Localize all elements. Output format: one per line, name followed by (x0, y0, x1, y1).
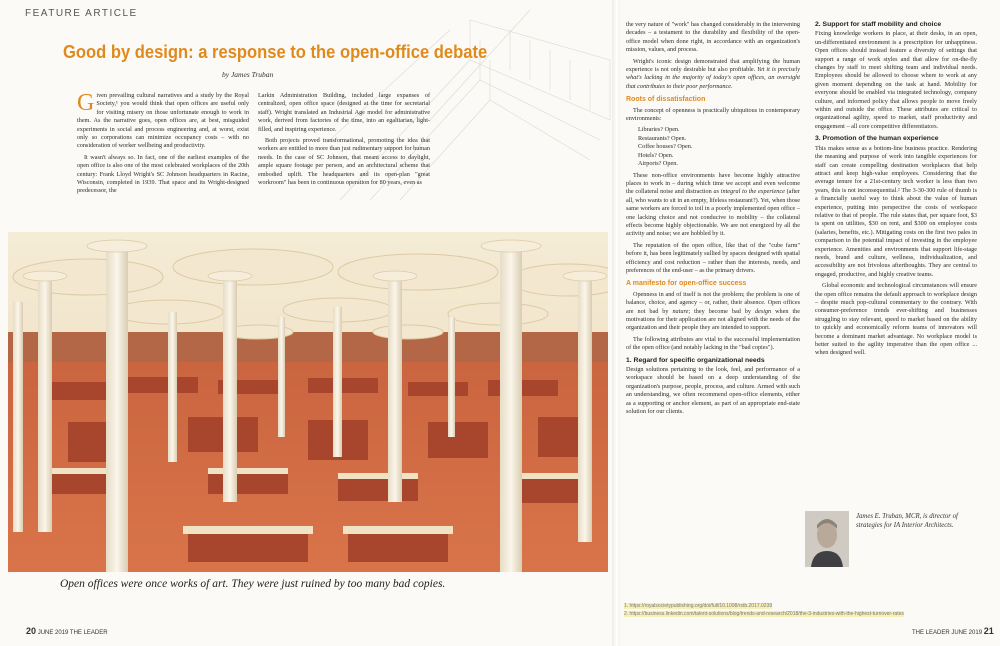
body-paragraph: Larkin Administration Building, included large expanses of centralized, open office space (designed at the time for secretarial staff). Wright translated an Industrial Age model for administrative work, derived from factories of the time, into an egalitarian, light-filled, and inspiring experience. (258, 92, 430, 133)
body-paragraph: Wright's iconic design demonstrated that amplifying the human experience is not only desirable but also profitable. Yet it is precisely what's lacking in the majority of today's open offices, an oversight that contributes to their poor performance. (626, 57, 800, 90)
body-paragraph: Design solutions pertaining to the look, feel, and performance of a workspace should be based on a deep understanding of the organization's purpose, people, process, and culture. Armed with such an understanding, we often recommend open-office elements, either as a supporting or anchor element, as part of an appropriate end-state solution for our clients. (626, 366, 800, 416)
body-paragraph: This makes sense as a bottom-line business practice. Rendering the meaning and purpose of work into tangible experiences for staff can create compelling destination workplaces that help attract and keep high-value employees. Considering that the average tenure for a 21st-century tech worker is less than two years, this is not inconsequential.² The 3-30-300 rule of thumb is a financially useful way to think about the value of human experience, putting into perspective the costs of workspace relative to that of people. The rule states that, per square foot, $3 is spent on utilities, $30 on rent, and $300 on employee costs (salaries, benefits, etc.). Mitigating costs on the first two pales in comparison to the potential impact of investing in the employee experience. Amenities and environments that support life-stage needs, brand and culture, wellness, individualization, and accessibility are not frivolous afterthoughts. They are central to engaged, productive, and highly creative teams. (815, 144, 977, 278)
body-paragraph: Both projects proved transformational, promoting the idea that workers are entitled to more than just rudimentary support for human needs. In the case of SC Johnson, that meant access to daylight, ample square footage per person, and an architectural scheme that embodied uplift. The headquarters and its open-plan "great workroom" has been in continuous operation for 80 years, even as (258, 137, 430, 187)
author-photo (805, 511, 849, 567)
page-number: 20 (26, 626, 37, 636)
body-paragraph: The reputation of the open office, like that of the "cube farm" before it, has been legitimately sullied by spaces designed with spatial efficiency and cost reduction – rather than the interests, needs, and preferences of the end-user – as the primary drivers. (626, 241, 800, 274)
openness-list (626, 126, 800, 168)
list-item: Restaurants? Open. (638, 134, 687, 142)
list-item: Coffee houses? Open. (638, 143, 693, 151)
subheading-roots: Roots of dissatisfaction (626, 96, 706, 104)
footnotes (624, 603, 904, 618)
photo-caption: Open offices were once works of art. They were just ruined by too many bad copies. (60, 578, 446, 590)
folio-left: 20 JUNE 2019 THE LEADER (26, 626, 108, 636)
body-paragraph: The following attributes are vital to the successful implementation of the open office (and notably lacking in the "bad copies"). (626, 335, 800, 352)
folio-right: THE LEADER JUNE 2019 21 (912, 626, 994, 636)
body-paragraph: These non-office environments have become highly attractive places to work in – during which time we accept and even welcome the collateral noise and distraction as integral to the experience (after all, who wants to sit in an empty, lifeless restaurant?). Yet, when those same workers are forced to toil in a poorly implemented open office – one lacking choice and not conducive to mobility – the collateral effects become highly objectionable. We are not energized by all the activity and noise; we are hobbled by it. (626, 171, 800, 238)
numbered-heading-2: 2. Support for staff mobility and choice (815, 21, 942, 28)
body-paragraph: Global economic and technological circumstances will ensure the open office remains the default approach to workplace design – despite much pop-cultural commentary to the contrary. With consumer-preference trends ever-shifting and businesses struggling to stay relevant, speed to market based on the ability to quickly and economically reform teams of innovators will become a dominant market advantage. No workplace model is better suited to the agility imperative than the open office ... when designed well. (815, 282, 977, 357)
page-number: 21 (983, 626, 994, 636)
article-headline: Good by design: a response to the open-office debate (63, 42, 488, 62)
numbered-heading-1: 1. Regard for specific organizational needs (626, 356, 765, 364)
author-bio: James E. Truban, MCR, is director of strategies for IA Interior Architects. (856, 513, 958, 529)
list-item: Airports? Open. (638, 160, 678, 168)
open-office-photo (8, 232, 608, 572)
intro-paragraph: Given prevailing cultural narratives and a study by the Royal Society,¹ you would think that open offices are useful only for visiting misery on those unfortunate enough to work in them. As the narrative goes, open offices are, at best, misguided experiments in social and process engineering and, at worst, exist only so corporations can minimize occupancy costs – with no consideration of worker wellbeing and productivity. (77, 90, 249, 150)
body-paragraph: Openness in and of itself is not the problem; the problem is one of balance, choice, and agency – or, rather, their absence. Open offices are not bad by nature; they become bad by design when the motivations for their application are not aligned with the needs of the organization and their people they are intended to support. (626, 290, 800, 332)
list-item: Libraries? Open. (638, 126, 680, 134)
footnote-link[interactable]: 1. https://royalsocietypublishing.org/doi/full/10.1098/rstb.2017.0239 (624, 603, 773, 609)
numbered-heading-3: 3. Promotion of the human experience (815, 135, 939, 143)
drop-cap: G (77, 90, 95, 116)
column-4 (815, 21, 977, 361)
body-paragraph: The concept of openness is practically ubiquitous in contemporary environments: (626, 106, 800, 123)
column-1 (77, 92, 249, 199)
section-label: FEATURE ARTICLE (25, 8, 138, 19)
body-paragraph: Fixing knowledge workers in place, at their desks, in an open, un-differentiated environment is a prescription for unhappiness. Open offices should instead feature a diversity of settings that support a range of work styles and that allow for on-the-fly changes by staff to meet shifting team and individual needs. Employees should be allowed to choose where to work at any given moment depending on the task at hand. Mobility for everyone should be enabled via integrated technology, company culture, and informed policy that allows people to move freely within and outside the office. These attributes are critical to organizational agility, speed to market, staff productivity and engagement – all core competitive differentiators. (815, 30, 977, 130)
footnote-link[interactable]: 2. https://business.linkedin.com/talent-solutions/blog/trends-and-research/2018/the-3-industries-with-the-highest-turnover-rates (624, 610, 904, 617)
column-3 (626, 21, 800, 419)
byline: by James Truban (222, 70, 274, 79)
body-paragraph: the very nature of "work" has changed considerably in the intervening decades – a testament to the durability and flexibility of the open-office model when done right, in accordance with an organization's mission, values, and process. (626, 21, 800, 54)
page-gutter (612, 0, 620, 646)
list-item: Hotels? Open. (638, 151, 674, 159)
column-2 (258, 92, 430, 190)
subheading-manifesto: A manifesto for open-office success (626, 280, 747, 288)
body-paragraph: It wasn't always so. In fact, one of the earliest examples of the open office is also one of the most celebrated workplaces of the 20th century: Frank Lloyd Wright's SC Johnson headquarters in Racine, Wisconsin, completed in 1939. That space and its Wright-designed predecessor, the (77, 153, 249, 195)
